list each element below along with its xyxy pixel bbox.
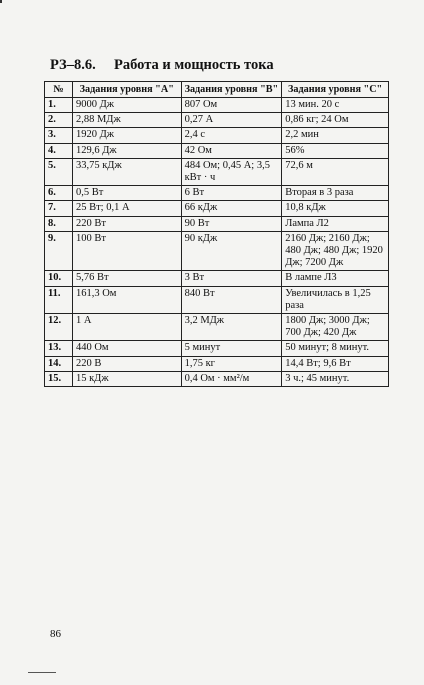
table-row: [45, 186, 389, 201]
row-number: 11.: [45, 286, 73, 313]
answer-level-b: 3,2 МДж: [181, 314, 282, 341]
answer-level-b: 1,75 кг: [181, 356, 282, 371]
table-row: [45, 314, 389, 341]
answer-level-c: 72,6 м: [282, 158, 389, 185]
table-row: [45, 341, 389, 356]
answer-level-c: 3 ч.; 45 минут.: [282, 371, 389, 386]
row-number: 4.: [45, 143, 73, 158]
answer-level-b: 6 Вт: [181, 186, 282, 201]
table-row: [45, 271, 389, 286]
answer-level-c: 0,86 кг; 24 Ом: [282, 113, 389, 128]
header-number: №: [45, 82, 73, 98]
answer-level-b: 2,4 с: [181, 128, 282, 143]
row-number: 12.: [45, 314, 73, 341]
row-number: 7.: [45, 201, 73, 216]
answer-level-a: 220 В: [72, 356, 181, 371]
answer-level-a: 1 А: [72, 314, 181, 341]
table-row: [45, 286, 389, 313]
answer-level-a: 440 Ом: [72, 341, 181, 356]
row-number: 10.: [45, 271, 73, 286]
row-number: 9.: [45, 231, 73, 271]
answer-level-a: 0,5 Вт: [72, 186, 181, 201]
answer-level-c: 2160 Дж; 2160 Дж; 480 Дж; 480 Дж; 1920 Дж; 7200 Дж: [282, 231, 389, 271]
answer-level-c: Лампа Л2: [282, 216, 389, 231]
row-number: 6.: [45, 186, 73, 201]
section-code: РЗ–8.6.: [50, 57, 96, 73]
answer-level-c: 10,8 кДж: [282, 201, 389, 216]
answer-level-b: 5 минут: [181, 341, 282, 356]
answer-level-a: 5,76 Вт: [72, 271, 181, 286]
answer-level-b: 66 кДж: [181, 201, 282, 216]
answer-level-b: 3 Вт: [181, 271, 282, 286]
answer-level-c: Вторая в 3 раза: [282, 186, 389, 201]
answer-level-a: 161,3 Ом: [72, 286, 181, 313]
answer-level-a: 1920 Дж: [72, 128, 181, 143]
answer-level-c: 1800 Дж; 3000 Дж; 700 Дж; 420 Дж: [282, 314, 389, 341]
table-row: [45, 356, 389, 371]
section-title: Работа и мощность тока: [114, 57, 274, 73]
answer-level-c: 50 минут; 8 минут.: [282, 341, 389, 356]
answer-level-c: В лампе Л3: [282, 271, 389, 286]
table-row: [45, 143, 389, 158]
answers-table: [44, 81, 389, 387]
header-level-c: Задания уровня "С": [282, 82, 389, 98]
answer-level-a: 2,88 МДж: [72, 113, 181, 128]
answer-level-b: 0,27 А: [181, 113, 282, 128]
answer-level-a: 220 Вт: [72, 216, 181, 231]
answer-level-b: 90 Вт: [181, 216, 282, 231]
answer-level-a: 9000 Дж: [72, 98, 181, 113]
answer-level-a: 129,6 Дж: [72, 143, 181, 158]
row-number: 14.: [45, 356, 73, 371]
header-row: [45, 82, 389, 98]
answer-level-b: 42 Ом: [181, 143, 282, 158]
answer-level-a: 25 Вт; 0,1 А: [72, 201, 181, 216]
answer-level-c: Увеличилась в 1,25 раза: [282, 286, 389, 313]
header-level-b: Задания уровня "В": [181, 82, 282, 98]
answer-level-b: 807 Ом: [181, 98, 282, 113]
header-level-a: Задания уровня "А": [72, 82, 181, 98]
row-number: 3.: [45, 128, 73, 143]
table-row: [45, 201, 389, 216]
row-number: 15.: [45, 371, 73, 386]
table-row: [45, 216, 389, 231]
row-number: 13.: [45, 341, 73, 356]
section-heading: [50, 57, 274, 74]
table-row: [45, 98, 389, 113]
row-number: 1.: [45, 98, 73, 113]
answer-level-c: 2,2 мин: [282, 128, 389, 143]
answer-level-a: 15 кДж: [72, 371, 181, 386]
table-row: [45, 231, 389, 271]
row-number: 8.: [45, 216, 73, 231]
answer-level-b: 840 Вт: [181, 286, 282, 313]
scan-speck: [0, 0, 2, 3]
table-body: [45, 98, 389, 387]
answer-level-c: 14,4 Вт; 9,6 Вт: [282, 356, 389, 371]
answer-level-b: 90 кДж: [181, 231, 282, 271]
answer-level-a: 33,75 кДж: [72, 158, 181, 185]
page-edge-line: [28, 672, 56, 673]
table-row: [45, 128, 389, 143]
table-row: [45, 371, 389, 386]
table-row: [45, 113, 389, 128]
answer-level-c: 13 мин. 20 с: [282, 98, 389, 113]
row-number: 2.: [45, 113, 73, 128]
answer-level-c: 56%: [282, 143, 389, 158]
answer-level-b: 484 Ом; 0,45 А; 3,5 кВт · ч: [181, 158, 282, 185]
table-row: [45, 158, 389, 185]
row-number: 5.: [45, 158, 73, 185]
answer-level-b: 0,4 Ом · мм²/м: [181, 371, 282, 386]
answer-level-a: 100 Вт: [72, 231, 181, 271]
page-number: 86: [50, 628, 61, 640]
